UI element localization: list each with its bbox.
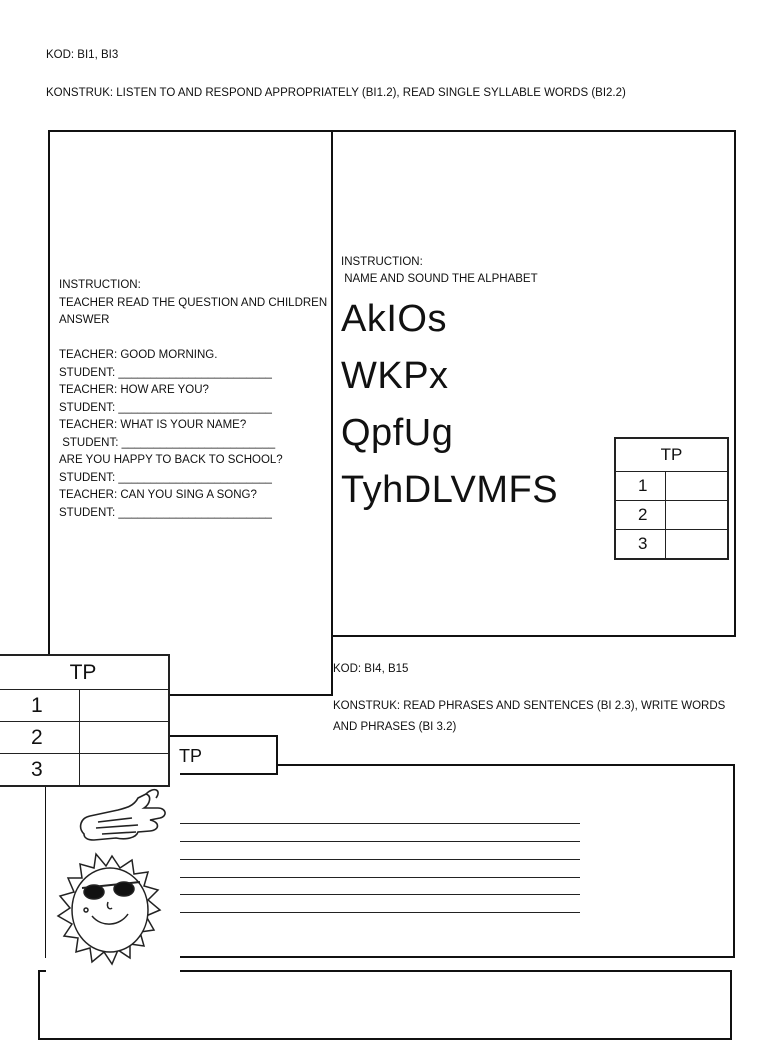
kod-header: KOD: BI1, BI3: [46, 49, 119, 61]
dialogue-box: [48, 130, 333, 696]
kod-section2: KOD: BI4, B15: [333, 663, 409, 675]
tp-table-left: [0, 654, 170, 787]
dialogue-line: STUDENT: ________________________: [59, 401, 272, 414]
tp-left-cell-2[interactable]: [79, 722, 169, 754]
dialogue-lines: [59, 277, 327, 522]
alphabet-instruction-text: NAME AND SOUND THE ALPHABET: [341, 273, 538, 285]
konstruk-header: KONSTRUK: LISTEN TO AND RESPOND APPROPRIATELY (BI1.2), READ SINGLE SYLLABLE WORDS (BI2.2): [46, 87, 626, 99]
alphabet-letters-1: AkIOs: [341, 298, 447, 340]
alphabet-letters-4: TyhDLVMFS: [341, 469, 559, 511]
tp-left-cell-3[interactable]: [79, 754, 169, 787]
alphabet-letters-2: WKPx: [341, 355, 449, 397]
dialogue-line: TEACHER: CAN YOU SING A SONG?: [59, 489, 257, 501]
dialogue-line: STUDENT: ________________________: [59, 506, 272, 519]
tp-left-header: TP: [0, 655, 169, 690]
dialogue-line: STUDENT: ________________________: [59, 436, 276, 449]
writing-line[interactable]: [180, 877, 580, 878]
tp-partial-header: TP: [179, 746, 203, 766]
tp-left-cell-1[interactable]: [79, 690, 169, 722]
writing-line[interactable]: [180, 912, 580, 913]
tp-left-row-3: 3: [0, 754, 79, 787]
tp-left-row-1: 1: [0, 690, 79, 722]
tp-right-cell-2[interactable]: [665, 501, 728, 530]
konstruk-section2-line1: KONSTRUK: READ PHRASES AND SENTENCES (BI 2.3), WRITE WORDS: [333, 700, 726, 712]
writing-line[interactable]: [180, 823, 580, 824]
alphabet-letters-3: QpfUg: [341, 412, 454, 454]
tp-right-row-2: 2: [615, 501, 665, 530]
alphabet-box: [330, 130, 736, 637]
writing-line[interactable]: [180, 894, 580, 895]
dialogue-line: TEACHER READ THE QUESTION AND CHILDREN: [59, 296, 328, 309]
dialogue-line: ANSWER: [59, 314, 110, 326]
tp-right-cell-1[interactable]: [665, 472, 728, 501]
tp-right-cell-3[interactable]: [665, 530, 728, 560]
konstruk-section2-line2: AND PHRASES (BI 3.2): [333, 721, 457, 733]
dialogue-line: TEACHER: GOOD MORNING.: [59, 349, 218, 361]
tp-table-right: [614, 437, 729, 560]
dialogue-line: ARE YOU HAPPY TO BACK TO SCHOOL?: [59, 454, 283, 466]
dialogue-line: INSTRUCTION:: [59, 279, 141, 291]
tp-left-row-2: 2: [0, 722, 79, 754]
tp-right-row-3: 3: [615, 530, 665, 560]
alphabet-instruction-label: INSTRUCTION:: [341, 256, 423, 268]
dialogue-line: [59, 330, 327, 348]
tp-right-row-1: 1: [615, 472, 665, 501]
writing-line[interactable]: [180, 859, 580, 860]
dialogue-line: STUDENT: ________________________: [59, 471, 272, 484]
dialogue-line: STUDENT: ________________________: [59, 366, 272, 379]
dialogue-line: TEACHER: HOW ARE YOU?: [59, 384, 209, 396]
sun-illustration: [46, 768, 186, 1024]
tp-right-header: TP: [615, 438, 728, 472]
writing-line[interactable]: [180, 841, 580, 842]
dialogue-line: TEACHER: WHAT IS YOUR NAME?: [59, 419, 247, 431]
